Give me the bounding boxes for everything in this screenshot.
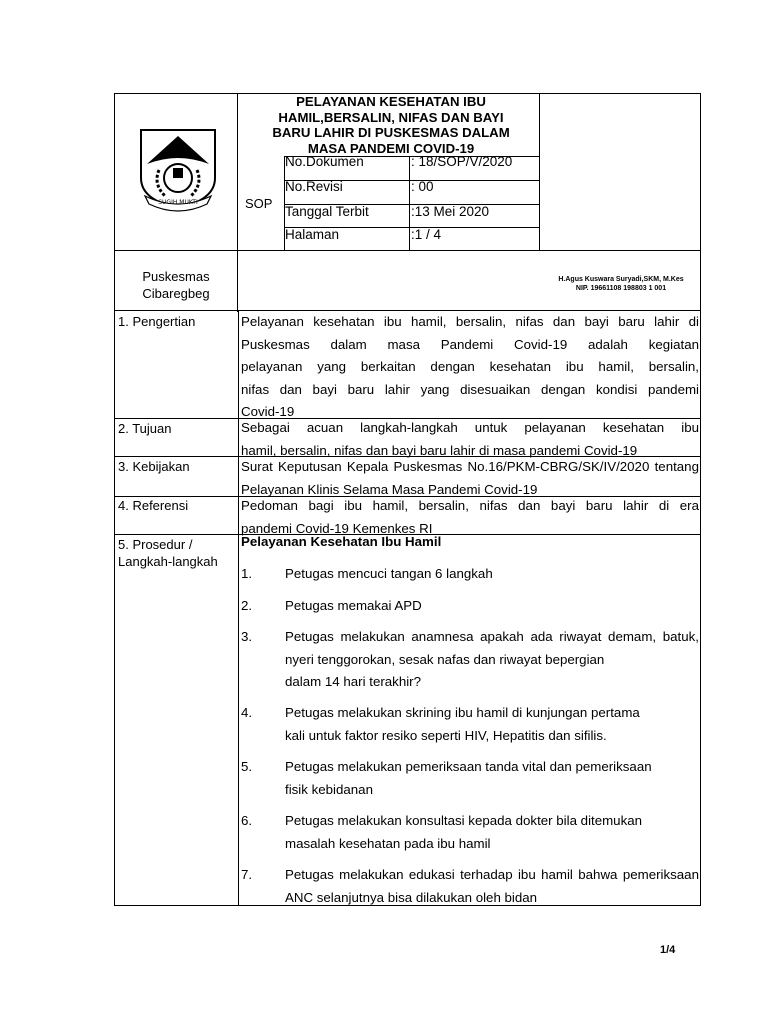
section-label-pengertian: 1. Pengertian <box>118 314 196 329</box>
puskesmas-logo <box>135 120 221 212</box>
title-line: MASA PANDEMI COVID-19 <box>307 140 475 156</box>
step-line: Petugas melakukan edukasi terhadap ibu hamil bahwa <box>285 867 618 882</box>
step-line: Petugas mencuci tangan 6 langkah <box>285 566 493 581</box>
step-number: 3. <box>241 629 253 644</box>
step-line: Petugas melakukan anamnesa apakah ada riwayat demam, <box>285 629 657 644</box>
meta-value-no-revisi: : 00 <box>411 179 434 194</box>
text-line: Covid-19 <box>241 404 295 419</box>
sop-label: SOP <box>245 196 273 211</box>
step-number: 6. <box>241 813 253 828</box>
step-number: 5. <box>241 759 253 774</box>
step-line: Petugas memakai APD <box>285 598 422 613</box>
text-line: Sebagai acuan langkah-langkah untuk pelayanan kesehatan ibu <box>241 420 699 435</box>
meta-key-tanggal-terbit: Tanggal Terbit <box>285 204 369 219</box>
section-label-referensi: 4. Referensi <box>118 498 189 513</box>
signatory-nip: NIP. 19661108 198803 1 001 <box>575 285 667 292</box>
step-line: dalam 14 hari terakhir? <box>285 674 421 689</box>
text-line: hamil, bersalin, nifas dan bayi baru lahir di masa pandemi Covid-19 <box>241 442 638 458</box>
text-line: pelayanan yang berkaitan dengan kesehatan ibu hamil, bersalin, <box>241 359 699 374</box>
section-label-tujuan: 2. Tujuan <box>118 421 172 436</box>
sop-header-table <box>114 93 701 311</box>
label-line: 5. Prosedur / <box>118 537 193 552</box>
text-line: Pelayanan kesehatan ibu hamil, bersalin, nifas dan bayi baru lahir di <box>241 314 699 329</box>
organization-name <box>115 268 237 302</box>
sop-content-table <box>114 311 701 906</box>
text-line: Pedoman bagi ibu hamil, bersalin, nifas dan bayi baru lahir di era <box>241 498 699 513</box>
step-line: Petugas melakukan skrining ibu hamil di kunjungan pertama <box>285 705 640 720</box>
signatory-name: H.Agus Kuswara Suryadi,SKM, M.Kes <box>558 276 684 283</box>
step-line: batuk, nyeri tenggorokan, sesak nafas dan riwayat bepergian <box>285 629 699 667</box>
signatory-block <box>543 275 699 293</box>
meta-value-halaman: :1 / 4 <box>411 227 442 242</box>
text-line: pandemi Covid-19 Kemenkes RI <box>241 520 433 536</box>
section-label-prosedur <box>118 536 218 570</box>
step-line: pemeriksaan ANC selanjutnya bisa dilakukan oleh bidan <box>285 867 699 905</box>
step-number: 2. <box>241 598 253 613</box>
step-number: 1. <box>241 566 253 581</box>
title-line: BARU LAHIR DI PUSKESMAS DALAM <box>272 125 510 140</box>
title-line: PELAYANAN KESEHATAN IBU <box>296 94 486 109</box>
logo-banner-text: SUGIH MUKTI <box>158 199 198 206</box>
meta-key-no-dokumen: No.Dokumen <box>285 154 364 169</box>
step-line: masalah kesehatan pada ibu hamil <box>285 835 491 851</box>
label-line: Langkah-langkah <box>118 554 218 569</box>
sop-title <box>243 94 539 156</box>
org-line: Cibaregbeg <box>142 286 210 301</box>
org-line: Puskesmas <box>142 269 210 284</box>
text-line: Surat Keputusan Kepala Puskesmas No.16/PKM-CBRG/SK/IV/2020 <box>241 459 650 474</box>
step-number: 7. <box>241 867 253 882</box>
section-text-pengertian <box>241 311 699 424</box>
step-line: Petugas melakukan konsultasi kepada dokter bila ditemukan <box>285 813 643 828</box>
title-line: HAMIL,BERSALIN, NIFAS DAN BAYI <box>278 109 504 125</box>
step-line: fisik kebidanan <box>285 781 373 797</box>
procedure-subheading: Pelayanan Kesehatan Ibu Hamil <box>241 534 442 549</box>
meta-value-no-dokumen: : 18/SOP/V/2020 <box>411 154 513 169</box>
text-line: Puskesmas dalam masa Pandemi Covid-19 adalah kegiatan <box>241 336 699 352</box>
meta-key-no-revisi: No.Revisi <box>285 179 343 194</box>
meta-value-tanggal-terbit: :13 Mei 2020 <box>411 204 490 219</box>
section-label-kebijakan: 3. Kebijakan <box>118 459 190 474</box>
text-line: tentang Pelayanan Klinis Selama Masa Pandemi Covid-19 <box>241 459 699 497</box>
meta-key-halaman: Halaman <box>285 227 340 242</box>
step-line: kali untuk faktor resiko seperti HIV, Hepatitis dan sifilis. <box>285 727 607 743</box>
step-number: 4. <box>241 705 253 720</box>
text-line: nifas dan bayi baru lahir yang disesuaikan dengan kondisi pandemi <box>241 381 699 397</box>
step-line: Petugas melakukan pemeriksaan tanda vital dan pemeriksaan <box>285 759 652 774</box>
page-number: 1/4 <box>660 944 676 956</box>
